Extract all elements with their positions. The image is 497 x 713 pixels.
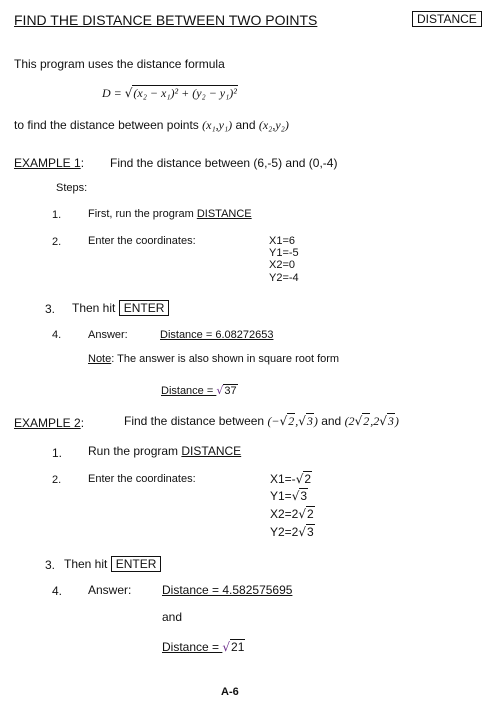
example-2-header xyxy=(14,416,84,430)
coord-line xyxy=(270,489,308,503)
intro-line: This program uses the distance formula xyxy=(14,57,225,71)
example-1-desc: Find the distance between (6,-5) and (0,-4) xyxy=(110,156,338,170)
step-number: 3. xyxy=(45,558,56,572)
answer-value: Distance = 6.08272653 xyxy=(160,329,274,341)
answer-value: Distance = 4.582575695 xyxy=(162,583,293,597)
step-1 xyxy=(88,444,241,458)
root-value: 21 xyxy=(231,640,245,654)
point-1: (x₁,y₁) xyxy=(202,118,233,132)
coord-text: X2=2 xyxy=(270,507,299,521)
intro-text: to find the distance between points xyxy=(14,118,199,132)
example-label: EXAMPLE 2 xyxy=(14,416,81,430)
step-number: 1. xyxy=(52,446,63,460)
sqrt-icon: √ xyxy=(216,384,224,397)
sqrt-icon: √ xyxy=(279,414,288,428)
step-number: 1. xyxy=(52,209,62,221)
and-word: and xyxy=(321,414,342,428)
program-name: DISTANCE xyxy=(196,208,252,220)
paren: ) xyxy=(313,414,318,428)
step-number: 3. xyxy=(45,302,56,316)
step-2-text: Enter the coordinates: xyxy=(88,473,196,485)
enter-key: ENTER xyxy=(119,300,170,316)
root-answer xyxy=(162,640,245,654)
note-text: : The answer is also shown in square root form xyxy=(111,353,340,365)
sqrt-icon: √ xyxy=(124,86,133,100)
step-3 xyxy=(64,557,161,571)
step-text: Then hit xyxy=(72,301,116,315)
sqrt-icon: √ xyxy=(298,414,306,428)
coord-line xyxy=(270,525,315,539)
step-text: Run the program xyxy=(88,444,179,458)
step-1 xyxy=(88,208,252,220)
program-name: DISTANCE xyxy=(181,444,242,458)
program-tag: DISTANCE xyxy=(412,11,482,27)
radicand: 2 xyxy=(307,507,314,521)
note-line xyxy=(88,353,339,365)
coord-text: Y1= xyxy=(270,489,292,503)
formula-radicand: (x₂ − x₁)² + (y₂ − y₁)² xyxy=(133,86,237,100)
paren: (− xyxy=(267,414,280,428)
radicand: 3 xyxy=(306,414,313,428)
radicand: 3 xyxy=(307,525,314,539)
example-label: EXAMPLE 1 xyxy=(14,156,81,170)
step-number: 4. xyxy=(52,329,62,341)
step-number: 4. xyxy=(52,584,63,598)
coord-line: X2=0 xyxy=(269,259,295,271)
radicand: 3 xyxy=(387,414,394,428)
paren: ) xyxy=(394,414,399,428)
intro-line-2 xyxy=(14,118,289,133)
example-1-header xyxy=(14,156,84,170)
point-2: (x₂,y₂) xyxy=(258,118,289,132)
sqrt-icon: √ xyxy=(379,414,387,428)
page-title: FIND THE DISTANCE BETWEEN TWO POINTS xyxy=(14,12,318,28)
formula-lhs: D = xyxy=(102,86,125,100)
and-word: and xyxy=(235,118,256,132)
enter-key: ENTER xyxy=(111,556,162,572)
coord-line: Y1=-5 xyxy=(269,247,299,259)
page-number: A-6 xyxy=(221,686,239,698)
root-answer-pre: Distance = xyxy=(162,640,223,654)
point-1 xyxy=(267,413,317,428)
radicand: 2 xyxy=(304,472,312,486)
steps-label: Steps: xyxy=(56,182,88,194)
and-word: and xyxy=(162,610,183,624)
sqrt-icon: √ xyxy=(354,414,363,428)
coord-text: X1=- xyxy=(270,472,296,486)
step-3 xyxy=(72,301,169,315)
step-2-text: Enter the coordinates: xyxy=(88,235,196,247)
step-4-text: Answer: xyxy=(88,583,132,597)
paren: (2 xyxy=(344,414,355,428)
sqrt-icon: √ xyxy=(295,472,304,486)
step-text: First, run the program xyxy=(88,208,194,220)
sqrt-icon: √ xyxy=(291,489,300,503)
radicand: 2 xyxy=(288,414,295,428)
coord-line xyxy=(270,472,312,486)
radicand: 2 xyxy=(363,414,370,428)
coord-text: Y2=2 xyxy=(270,525,299,539)
example-2-desc xyxy=(124,414,399,429)
note-label: Note xyxy=(88,353,112,365)
step-number: 2. xyxy=(52,474,62,486)
root-answer-pre: Distance = xyxy=(161,385,217,397)
comma: , xyxy=(295,414,299,428)
sqrt-icon: √ xyxy=(298,525,307,539)
point-2 xyxy=(345,413,399,428)
sqrt-icon: √ xyxy=(222,640,231,654)
desc-text: Find the distance between xyxy=(124,414,265,428)
radicand: 3 xyxy=(300,489,308,503)
distance-formula xyxy=(102,86,238,101)
root-value: 37 xyxy=(224,385,237,397)
example-colon: : xyxy=(80,416,85,430)
example-colon: : xyxy=(80,156,85,170)
coord-line: X1=6 xyxy=(269,235,295,247)
step-number: 2. xyxy=(52,236,62,248)
sqrt-icon: √ xyxy=(298,507,307,521)
coord-line: Y2=-4 xyxy=(269,272,299,284)
step-text: Then hit xyxy=(64,557,108,571)
coord-line xyxy=(270,507,315,521)
root-answer xyxy=(161,384,238,397)
step-4-text: Answer: xyxy=(88,329,128,341)
comma: ,2 xyxy=(370,414,380,428)
